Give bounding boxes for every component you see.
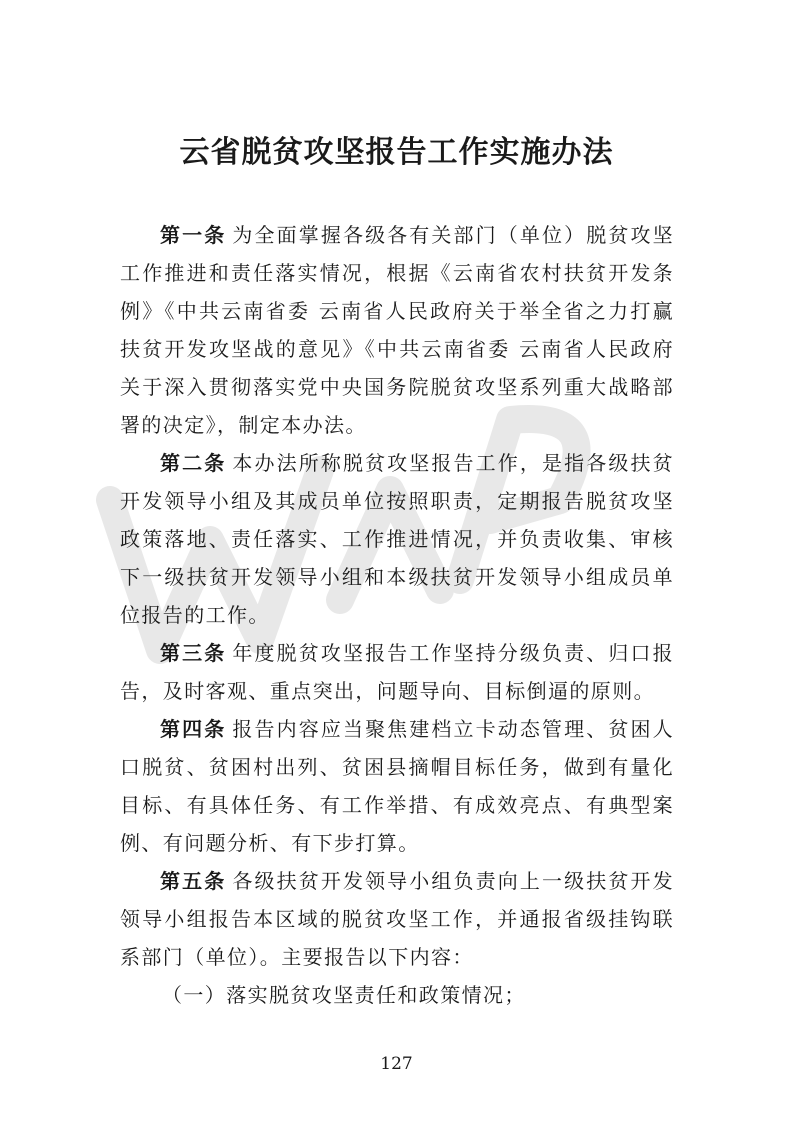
document-body [120, 216, 674, 1014]
article-label: 第五条 [160, 869, 227, 893]
article-label: 第三条 [160, 641, 227, 665]
article-5 [120, 862, 674, 976]
article-label: 第二条 [160, 451, 227, 475]
article-text: 各级扶贫开发领导小组负责向上一级扶贫开发领导小组报告本区域的脱贫攻坚工作，并通报省级挂钩联系部门（单位）。主要报告以下内容： [120, 869, 675, 969]
article-label: 第四条 [160, 717, 227, 741]
article-2 [120, 444, 674, 634]
article-text: 报告内容应当聚焦建档立卡动态管理、贫困人口脱贫、贫困村出列、贫困县摘帽目标任务，做到有量化目标、有具体任务、有工作举措、有成效亮点、有典型案例、有问题分析、有下步打算。 [120, 717, 675, 855]
article-text: 年度脱贫攻坚报告工作坚持分级负责、归口报告，及时客观、重点突出，问题导向、目标倒逼的原则。 [120, 641, 675, 703]
article-1 [120, 216, 674, 444]
page-number: 127 [380, 1054, 413, 1074]
article-text: 为全面掌握各级各有关部门（单位）脱贫攻坚工作推进和责任落实情况，根据《云南省农村扶贫开发条例》《中共云南省委 云南省人民政府关于举全省之力打赢扶贫开发攻坚战的意见》《中共云南省委 云南省人民政府关于深入贯彻落实党中央国务院脱贫攻坚系列重大战略部署的决定》，制定本办法。 [120, 223, 675, 437]
article-label: 第一条 [160, 223, 227, 247]
sub-item-1: （一）落实脱贫攻坚责任和政策情况； [162, 983, 526, 1007]
article-text: 本办法所称脱贫攻坚报告工作，是指各级扶贫开发领导小组及其成员单位按照职责，定期报告脱贫攻坚政策落地、责任落实、工作推进情况，并负责收集、审核下一级扶贫开发领导小组和本级扶贫开发领导小组成员单位报告的工作。 [120, 451, 675, 627]
article-3 [120, 634, 674, 710]
document-title: 云省脱贫攻坚报告工作实施办法 [179, 135, 614, 170]
article-4 [120, 710, 674, 862]
